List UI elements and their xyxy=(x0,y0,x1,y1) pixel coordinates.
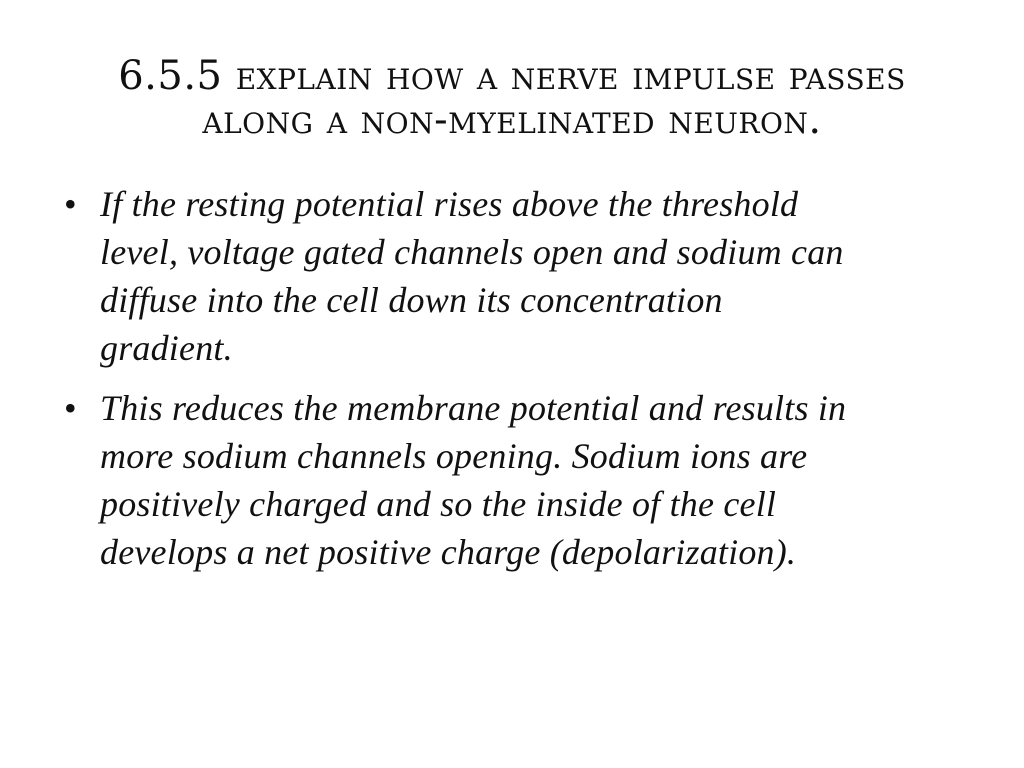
bullet-text xyxy=(100,180,978,372)
bullet-line: diffuse into the cell down its concentration xyxy=(100,280,723,320)
bullet-line: more sodium channels opening. Sodium ions are xyxy=(100,436,808,476)
bullet-line: develops a net positive charge (depolarization). xyxy=(100,532,797,572)
bullet-list xyxy=(58,180,978,588)
bullet-line: level, voltage gated channels open and sodium can xyxy=(100,232,844,272)
bullet-line: positively charged and so the inside of the cell xyxy=(100,484,777,524)
bullet-marker: • xyxy=(64,184,77,224)
bullet-line: gradient. xyxy=(100,328,233,368)
slide-title-line: along a non-myelinated neuron. xyxy=(202,97,822,143)
bullet-item xyxy=(58,180,978,372)
bullet-item xyxy=(58,384,978,576)
bullet-marker: • xyxy=(64,388,77,428)
slide-title xyxy=(60,54,964,142)
bullet-line: If the resting potential rises above the threshold xyxy=(100,184,799,224)
bullet-line: This reduces the membrane potential and results in xyxy=(100,388,847,428)
slide-title-line: 6.5.5 explain how a nerve impulse passes xyxy=(118,53,906,99)
bullet-text xyxy=(100,384,978,576)
